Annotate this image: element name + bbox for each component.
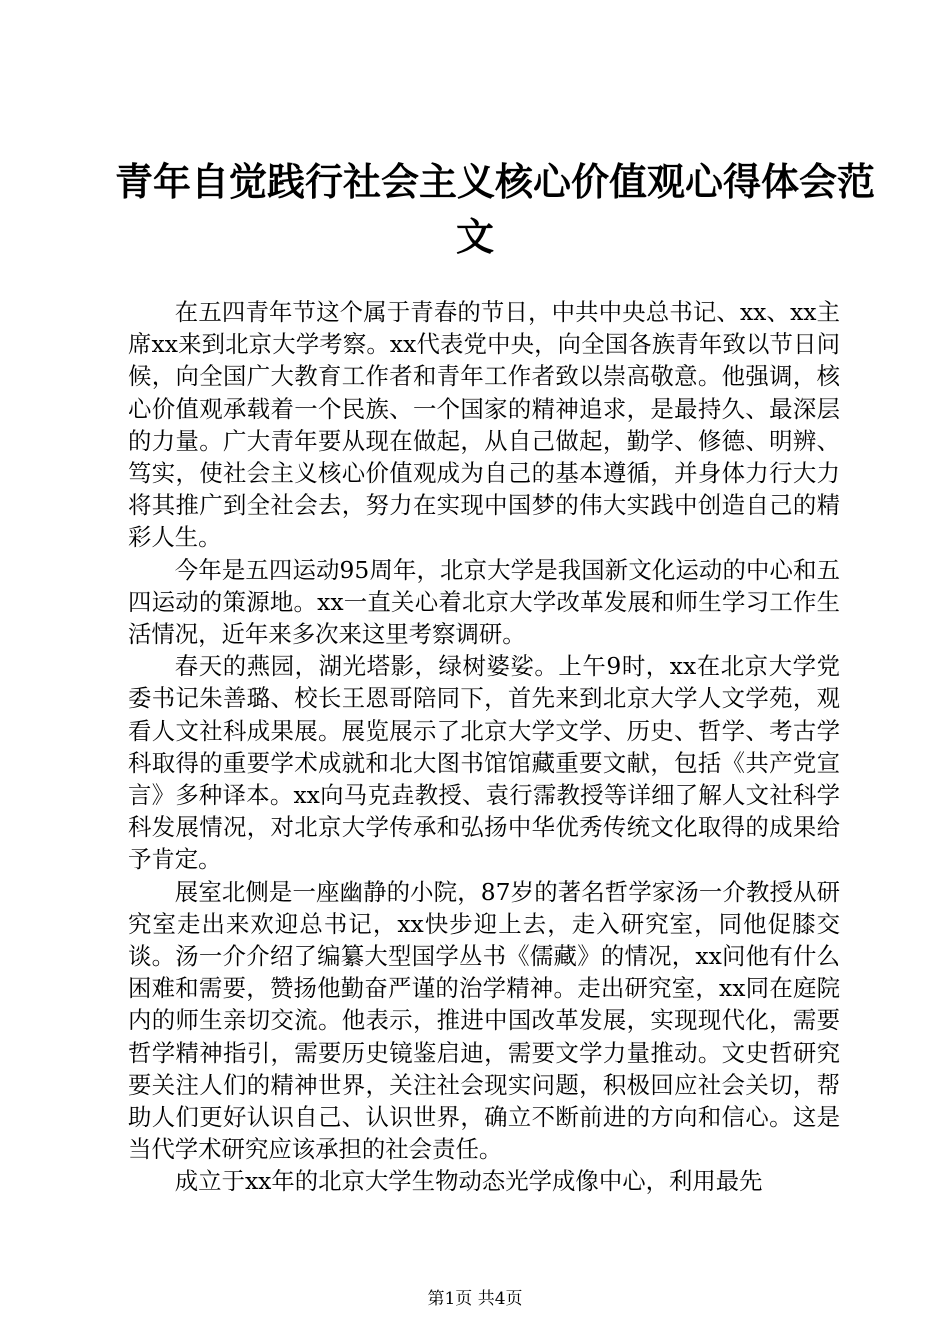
paragraph-5: 成立于xx年的北京大学生物动态光学成像中心，利用最先 bbox=[174, 1167, 763, 1196]
paragraph-4: 展室北侧是一座幽静的小院，87岁的著名哲学家汤一介教授从研究室走出来欢迎总书记，xx快步迎上去，走入研究室，同他促膝交谈。汤一介介绍了编纂大型国学丛书《儒藏》的情况，xx问他有什么困难和需要，赞扬他勤奋严谨的治学精神。走出研究室，xx同在庭院内的师生亲切交流。他表示，推进中国改革发展，实现现代化，需要哲学精神指引，需要历史镜鉴启迪，需要文学力量推动。文史哲研究要关注人们的精神世界，关注社会现实问题，积极回应社会关切，帮助人们更好认识自己、认识世界，确立不断前进的方向和信心。这是当代学术研究应该承担的社会责任。 bbox=[128, 877, 840, 1164]
document-body bbox=[128, 296, 840, 1198]
paragraph-3: 春天的燕园，湖光塔影，绿树婆娑。上午9时，xx在北京大学党委书记朱善璐、校长王恩哥陪同下，首先来到北京大学人文学苑，观看人文社科成果展。展览展示了北京大学文学、历史、哲学、考古学科取得的重要学术成就和北大图书馆馆藏重要文献，包括《共产党宣言》多种译本。xx向马克垚教授、袁行霈教授等详细了解人文社科学科发展情况，对北京大学传承和弘扬中华优秀传统文化取得的成果给予肯定。 bbox=[128, 652, 840, 874]
title-line-2: 文 bbox=[455, 214, 494, 259]
paragraph-1: 在五四青年节这个属于青春的节日，中共中央总书记、xx、xx主席xx来到北京大学考察。xx代表党中央，向全国各族青年致以节日问候，向全国广大教育工作者和青年工作者致以崇高敬意。他强调，核心价值观承载着一个民族、一个国家的精神追求，是最持久、最深层的力量。广大青年要从现在做起，从自己做起，勤学、修德、明辨、笃实，使社会主义核心价值观成为自己的基本遵循，并身体力行大力将其推广到全社会去，努力在实现中国梦的伟大实践中创造自己的精彩人生。 bbox=[128, 298, 840, 552]
paragraph-2: 今年是五四运动95周年，北京大学是我国新文化运动的中心和五四运动的策源地。xx一直关心着北京大学改革发展和师生学习工作生活情况，近年来多次来这里考察调研。 bbox=[128, 555, 840, 649]
page-number-footer: 第1页 共4页 bbox=[427, 1289, 523, 1309]
title-line-1: 青年自觉践行社会主义核心价值观心得体会范 bbox=[115, 159, 876, 204]
